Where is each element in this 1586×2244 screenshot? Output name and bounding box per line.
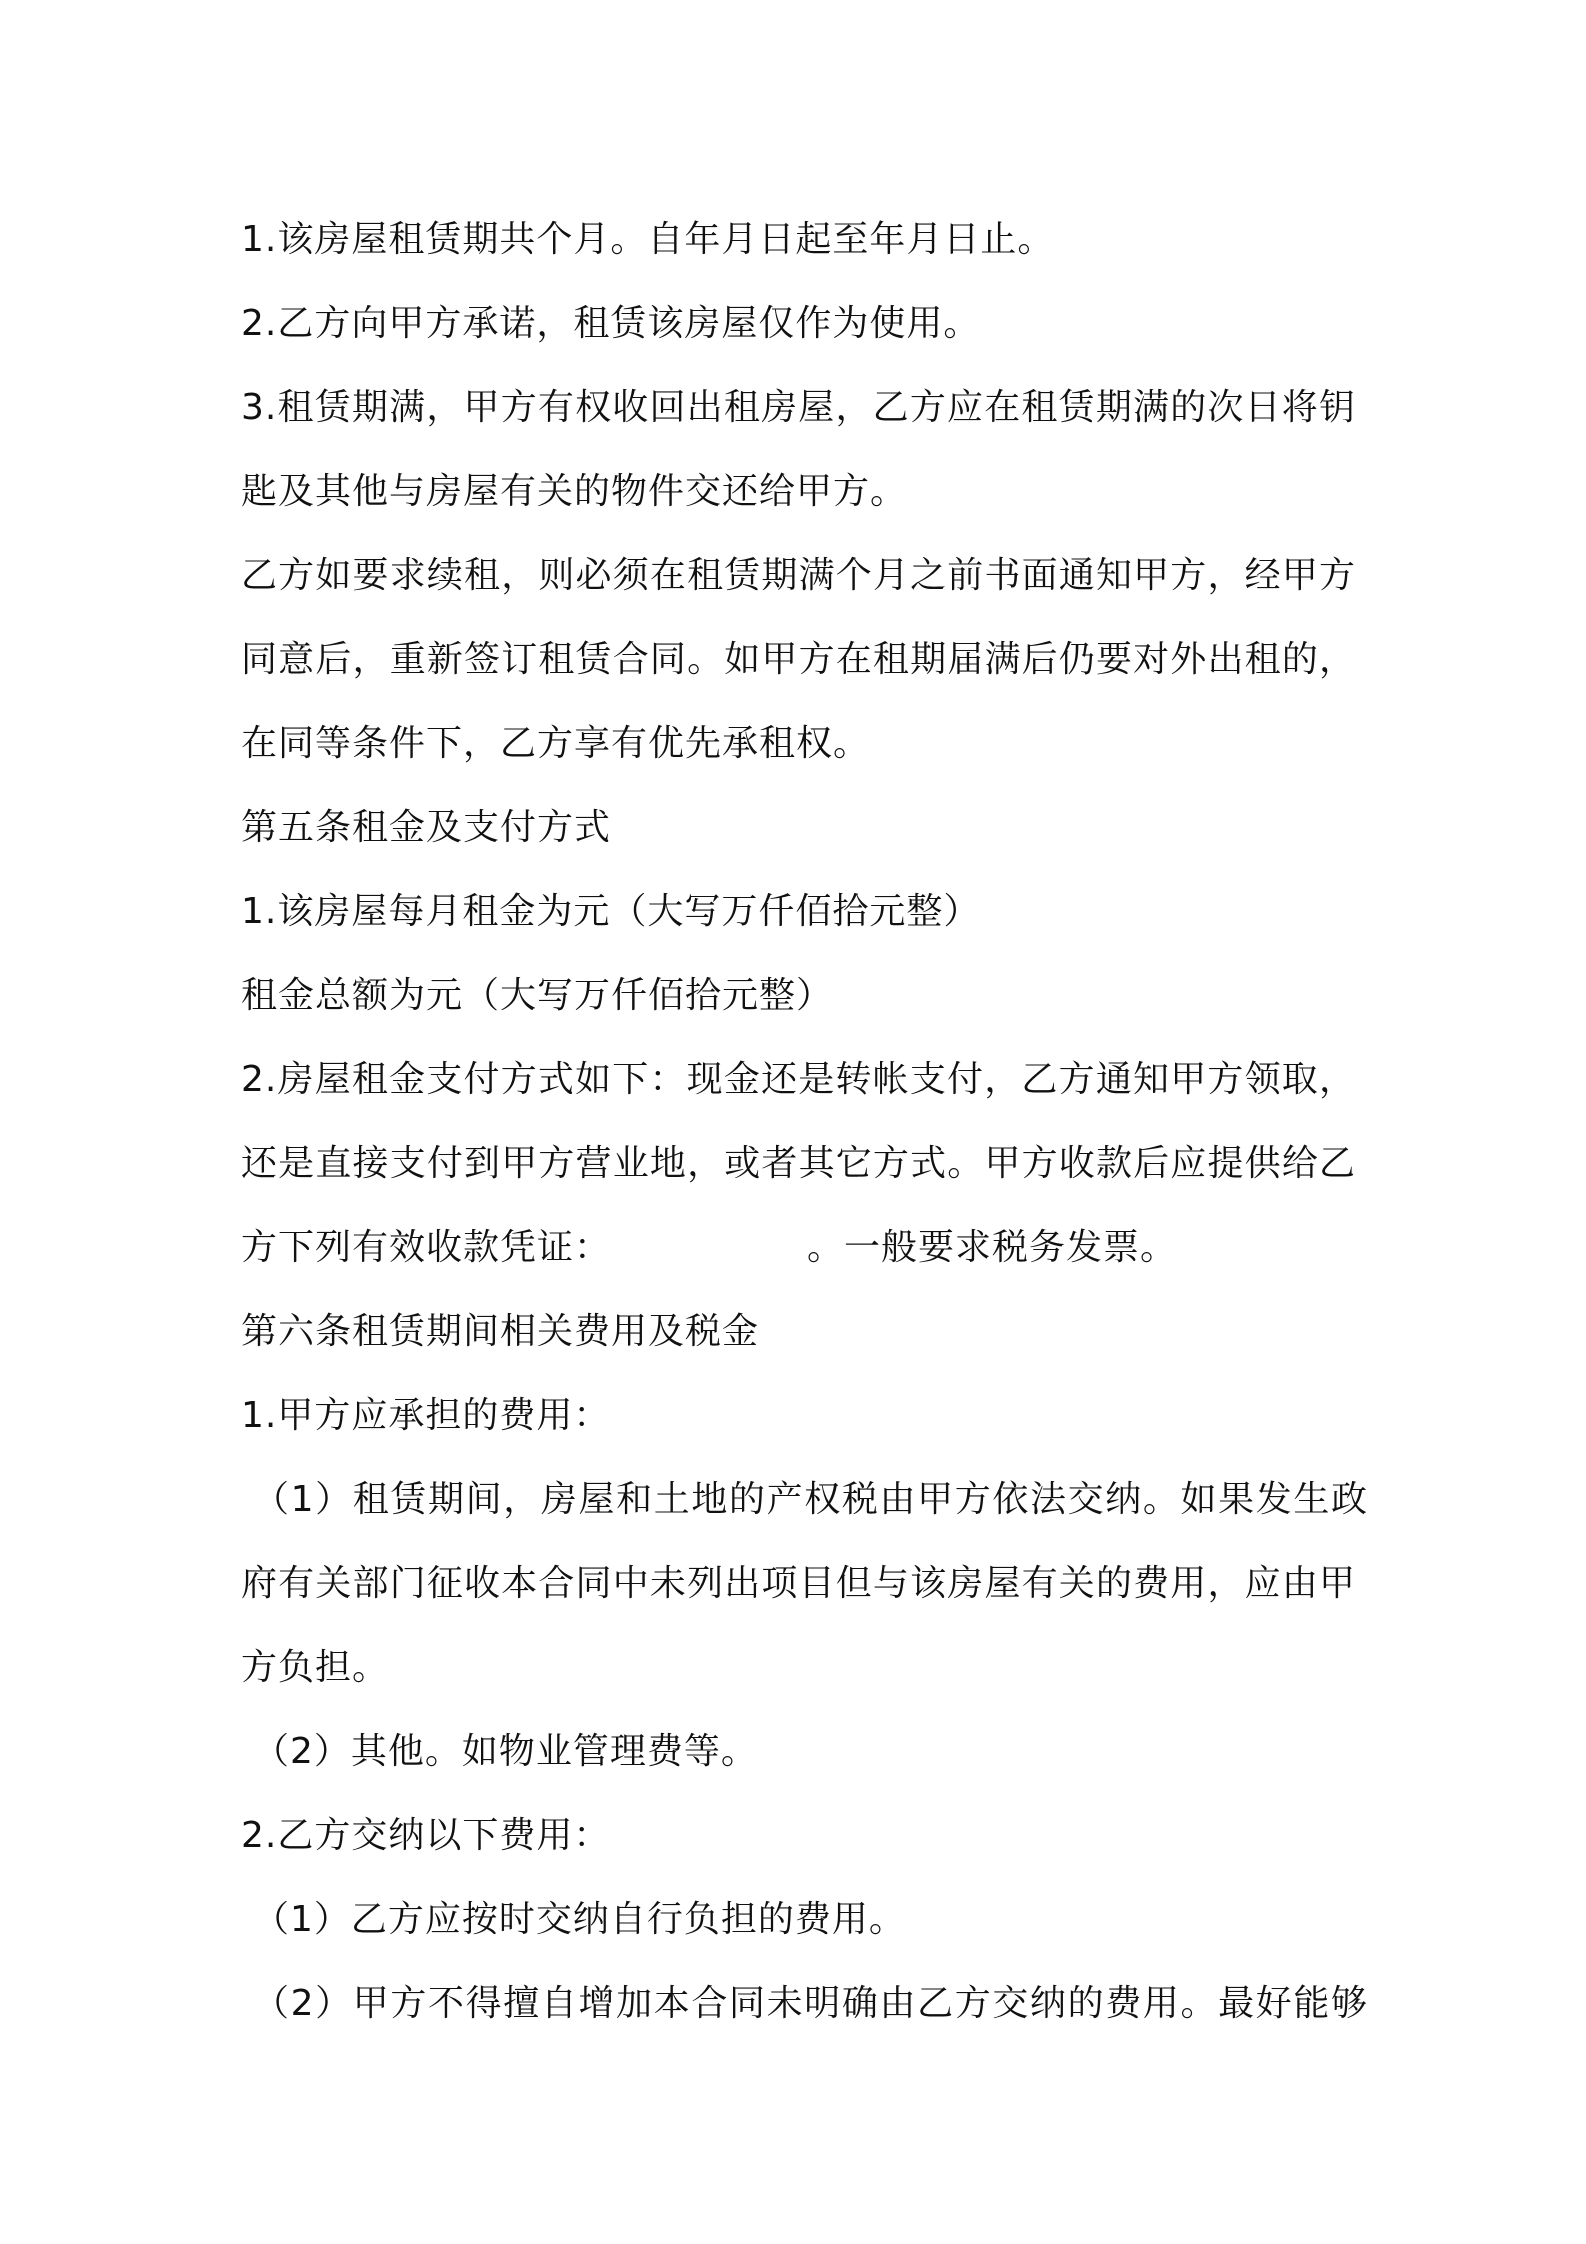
section-heading: 第五条租金及支付方式 [241,807,612,848]
text-line: （2）甲方不得擅自增加本合同未明确由乙方交纳的费用。最好能够 [253,1983,1368,2024]
text-line: 1.该房屋每月租金为元（大写万仟佰拾元整） [241,891,981,932]
text-line: 还是直接支付到甲方营业地，或者其它方式。甲方收款后应提供给乙 [241,1143,1356,1184]
text-line: （2）其他。如物业管理费等。 [253,1731,758,1772]
text-line: 3.租赁期满，甲方有权收回出租房屋，乙方应在租赁期满的次日将钥 [241,387,1356,428]
text-line: 同意后，重新签订租赁合同。如甲方在租期届满后仍要对外出租的， [241,639,1356,680]
text-line: 2.房屋租金支付方式如下：现金还是转帐支付，乙方通知甲方领取， [241,1059,1356,1100]
text-line: 2.乙方向甲方承诺，租赁该房屋仅作为使用。 [241,303,981,344]
text-line: 租金总额为元（大写万仟佰拾元整） [241,975,834,1016]
text-line: （1）乙方应按时交纳自行负担的费用。 [253,1899,906,1940]
section-heading: 第六条租赁期间相关费用及税金 [241,1311,760,1352]
text-line: 府有关部门征收本合同中未列出项目但与该房屋有关的费用，应由甲 [241,1563,1356,1604]
text-segment: 。一般要求税务发票。 [807,1227,1178,1268]
text-line: 2.乙方交纳以下费用： [241,1815,611,1856]
text-line-with-blank [241,1206,1356,1290]
text-segment: 方下列有效收款凭证： [241,1227,612,1268]
text-line: 1.甲方应承担的费用： [241,1395,611,1436]
document-body [241,198,1368,2046]
text-line: 1.该房屋租赁期共个月。自年月日起至年月日止。 [241,219,1055,260]
text-line: 乙方如要求续租，则必须在租赁期满个月之前书面通知甲方，经甲方 [241,555,1356,596]
text-line: （1）租赁期间，房屋和土地的产权税由甲方依法交纳。如果发生政 [253,1479,1368,1520]
text-line: 匙及其他与房屋有关的物件交还给甲方。 [241,471,908,512]
text-line: 方负担。 [241,1647,390,1688]
text-line: 在同等条件下，乙方享有优先承租权。 [241,723,871,764]
